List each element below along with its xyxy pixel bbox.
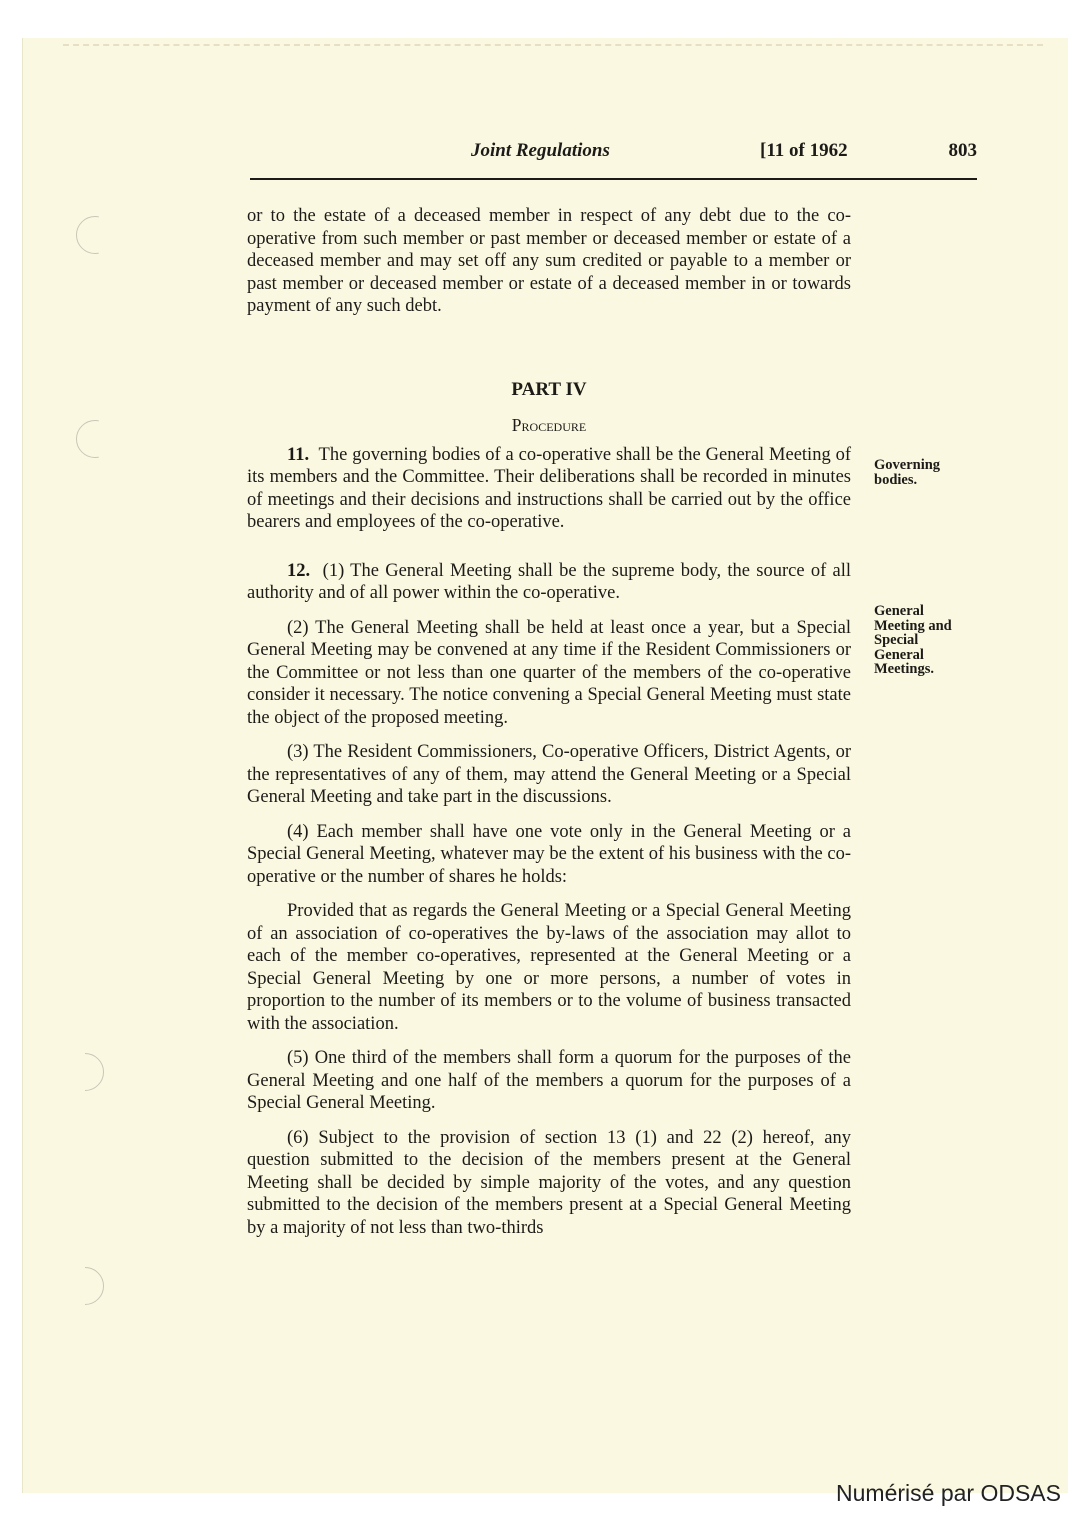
margin-note-general-meeting <box>874 604 984 677</box>
section-text: The governing bodies of a co-operative shall be the General Meeting of its members and the Committee. Their deliberations shall be recorded in minutes of meetings and their decisions and instructions shall be carried out by the office bearers and employees of the co-operative. <box>247 444 851 532</box>
body-text <box>247 205 851 1239</box>
part-heading: PART IV <box>511 378 587 400</box>
section-12-6: (6) Subject to the provision of section 13 (1) and 22 (2) hereof, any question submitted to the decision of the members present at the General Meeting shall be decided by simple majority of the votes, and any question submitted to the decision of the members present at a Special General Meeting by a majority of not less than two-thirds <box>247 1127 851 1238</box>
margin-note-line: Special <box>874 632 919 648</box>
subsection-text: (1) The General Meeting shall be the supreme body, the source of all authority and of all power within the co-operative. <box>247 560 851 603</box>
header-rule <box>250 178 977 180</box>
section-12-1 <box>247 560 851 605</box>
margin-note-line: General <box>874 603 924 619</box>
section-12-2: (2) The General Meeting shall be held at least once a year, but a Special General Meeting may be convened at any time if the Resident Commissioners or the Committee or not less than one quarter of the members of the co-operative consider it necessary. The notice convening a Special General Meeting must state the object of the proposed meeting. <box>247 617 851 728</box>
section-12-proviso: Provided that as regards the General Meeting or a Special General Meeting of an association of co-operatives the by-laws of the association may allot to each of the member co-operatives, represented at the General Meeting or a Special General Meeting by one or more persons, a number of votes in proportion to the number of its members or to the volume of business transacted with the association. <box>247 901 851 1034</box>
scan-edge-line <box>63 44 1043 46</box>
continuation-paragraph: or to the estate of a deceased member in respect of any debt due to the co-operative from such member or past member or deceased member or estate of a deceased member and may set off any sum credited or payable to a member or past member or deceased member or estate of a deceased member in or towards payment of any such debt. <box>247 206 851 316</box>
header-act: [11 of 1962 <box>760 140 848 161</box>
section-12-3: (3) The Resident Commissioners, Co-operative Officers, District Agents, or the representatives of any of them, may attend the General Meeting or a Special General Meeting and take part in the discussions. <box>247 742 851 807</box>
running-header <box>250 140 977 168</box>
margin-note-line: General <box>874 646 924 663</box>
margin-note-line: Governing <box>874 457 941 473</box>
section-number: 11. <box>287 444 310 465</box>
header-title: Joint Regulations <box>471 140 610 161</box>
margin-note-line: bodies. <box>874 471 918 488</box>
margin-note-governing-bodies <box>874 458 984 487</box>
section-11 <box>247 444 851 534</box>
margin-note-line: Meeting and <box>874 617 952 634</box>
section-number: 12. <box>287 560 311 581</box>
part-subheading: Procedure <box>511 414 587 435</box>
margin-note-line: Meetings. <box>874 661 934 677</box>
page-number: 803 <box>948 140 977 161</box>
section-12-4: (4) Each member shall have one vote only in the General Meeting or a Special General Meeting, whatever may be the extent of his business with the co-operative or the number of shares he holds: <box>247 821 851 887</box>
section-12-5: (5) One third of the members shall form a quorum for the purposes of the General Meeting and one half of the members a quorum for the purposes of a Special General Meeting. <box>247 1048 851 1113</box>
digitization-watermark: Numérisé par ODSAS <box>836 1480 1061 1506</box>
